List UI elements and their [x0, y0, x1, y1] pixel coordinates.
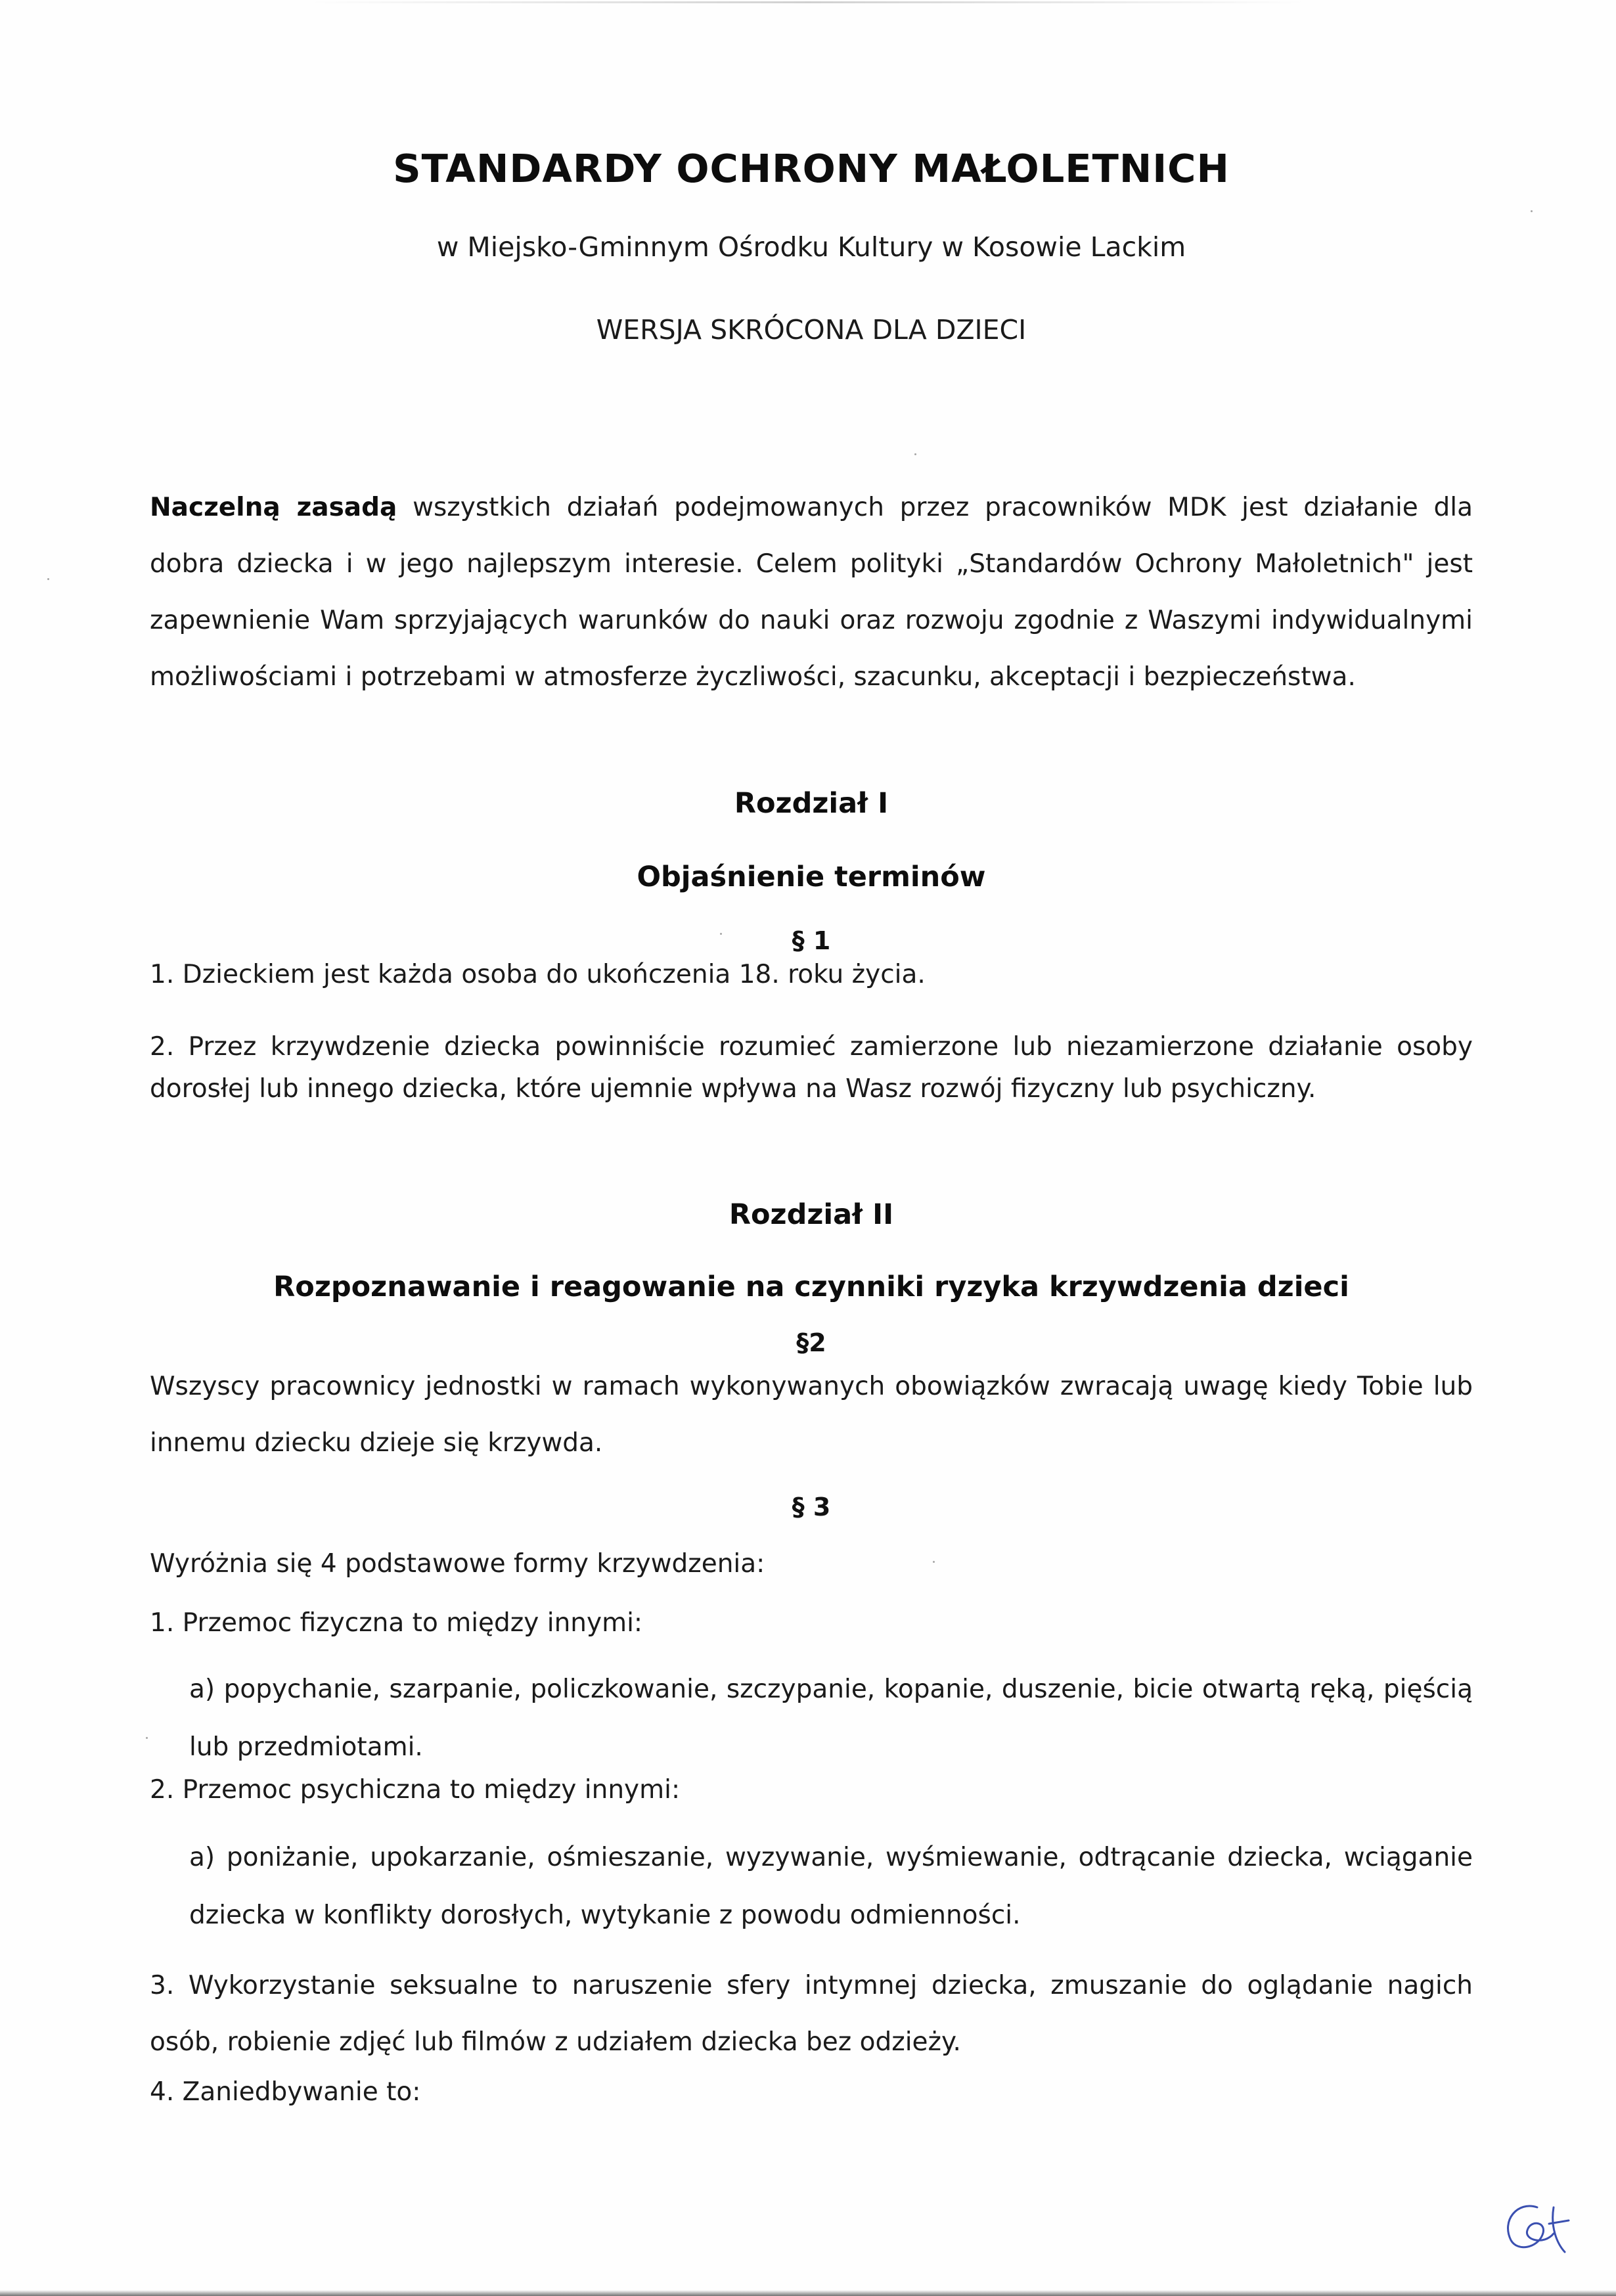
section-2-text: Wszyscy pracownicy jednostki w ramach wykonywanych obowiązków zwracają uwagę kiedy Tobie lub innemu dziecku dzieje się krzywda.: [150, 1372, 1473, 1458]
chapter-1-title: Objaśnienie terminów: [637, 861, 986, 893]
section-1-item-1: 1. Dzieckiem jest każda osoba do ukończenia 18. roku życia.: [150, 960, 926, 989]
document-title: STANDARDY OCHRONY MAŁOLETNICH: [393, 146, 1230, 191]
section-1-mark: § 1: [792, 926, 831, 955]
section-3-mark: § 3: [792, 1493, 831, 1521]
section-3-lead: Wyróżnia się 4 podstawowe formy krzywdzenia:: [150, 1549, 765, 1579]
document-subtitle: w Miejsko-Gminnym Ośrodku Kultury w Kosowie Lackim: [436, 231, 1186, 263]
chapter-1-label: Rozdział I: [734, 787, 889, 820]
section-3-item-2: 2. Przemoc psychiczna to między innymi:: [150, 1775, 681, 1805]
section-3-item-4: 4. Zaniedbywanie to:: [150, 2077, 421, 2107]
scan-edge-top: [309, 1, 1307, 3]
scan-speck: [720, 933, 722, 935]
section-3-item-1: 1. Przemoc fizyczna to między innymi:: [150, 1608, 643, 1638]
intro-bold-lead: Naczelną zasadą: [150, 493, 397, 522]
section-3-item-1a: a) popychanie, szarpanie, policzkowanie, szczypanie, kopanie, duszenie, bicie otwartą ręką, pięścią lub przedmiotami.: [189, 1675, 1473, 1762]
scan-speck: [47, 578, 49, 580]
section-1-item-2: 2. Przez krzywdzenie dziecka powinniście rozumieć zamierzone lub niezamierzone działanie osoby dorosłej lub innego dziecka, które ujemnie wpływa na Wasz rozwój fizyczny lub psychiczny.: [150, 1032, 1473, 1104]
intro-paragraph: [150, 480, 1473, 706]
scan-edge-bottom: [0, 2290, 1616, 2296]
scan-speck: [1531, 210, 1533, 212]
scan-speck: [933, 1561, 935, 1563]
section-2-mark: §2: [796, 1328, 826, 1357]
scan-speck: [914, 453, 916, 455]
chapter-2-label: Rozdział II: [729, 1198, 894, 1231]
chapter-2-title: Rozpoznawanie i reagowanie na czynniki ryzyka krzywdzenia dzieci: [273, 1271, 1349, 1303]
section-3-item-2a: a) poniżanie, upokarzanie, ośmieszanie, wyzywanie, wyśmiewanie, odtrącanie dziecka, wciąganie dziecka w konflikty dorosłych, wytykanie z powodu odmienności.: [189, 1843, 1473, 1930]
signature-initials-mark: [1491, 2194, 1577, 2260]
intro-text: wszystkich działań podejmowanych przez pracowników MDK jest działanie dla dobra dziecka i w jego najlepszym interesie. Celem polityki „Standardów Ochrony Małoletnich" jest zapewnienie Wam sprzyjających warunków do nauki oraz rozwoju zgodnie z Waszymi indywidualnymi możliwościami i potrzebami w atmosferze życzliwości, szacunku, akceptacji i bezpieczeństwa.: [150, 493, 1473, 692]
section-3-item-3: 3. Wykorzystanie seksualne to naruszenie sfery intymnej dziecka, zmuszanie do oglądanie nagich osób, robienie zdjęć lub filmów z udziałem dziecka bez odzieży.: [150, 1971, 1473, 2057]
scan-speck: [146, 1737, 148, 1739]
document-version: WERSJA SKRÓCONA DLA DZIECI: [596, 314, 1027, 346]
